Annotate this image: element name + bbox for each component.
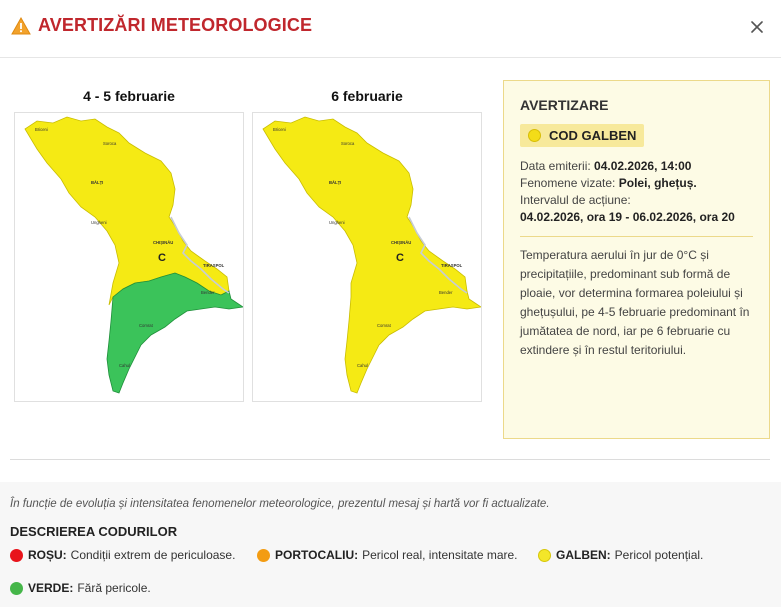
label-soroca: Soroca bbox=[103, 141, 117, 146]
close-icon[interactable] bbox=[748, 18, 766, 36]
modal-title: AVERTIZĂRI METEOROLOGICE bbox=[38, 15, 313, 35]
footer bbox=[0, 482, 781, 607]
legend-name: ROȘU: bbox=[28, 548, 67, 562]
legend-text: Pericol real, intensitate mare. bbox=[362, 548, 518, 562]
interval-value: 04.02.2026, ora 19 - 06.02.2026, ora 20 bbox=[520, 210, 735, 224]
legend-item-red bbox=[10, 548, 235, 562]
legend-name: VERDE: bbox=[28, 581, 74, 595]
alert-heading: AVERTIZARE bbox=[520, 97, 609, 113]
label-soroca: Soroca bbox=[341, 141, 355, 146]
label-balti: BĂLȚI bbox=[91, 180, 104, 185]
legend-name: GALBEN: bbox=[556, 548, 611, 562]
legend-name: PORTOCALIU: bbox=[275, 548, 359, 562]
alert-info bbox=[520, 158, 753, 226]
region-all-yellow bbox=[263, 117, 481, 393]
alert-description: Temperatura aerului în jur de 0°C și precipitațiile, predominant sub formă de ploaie, vor determina formarea poleiului și ghețușului, pe 4-5 februarie predominant în jumătatea de nord, iar pe 6 februarie cu extindere și în restul teritoriului. bbox=[520, 248, 750, 357]
phenomena-value: Polei, ghețuș. bbox=[618, 176, 697, 190]
label-comrat: Comrat bbox=[139, 323, 153, 328]
map-title: 6 februarie bbox=[331, 88, 403, 104]
label-bender: Bender bbox=[439, 290, 453, 295]
code-badge bbox=[520, 124, 644, 147]
legend-item-yellow bbox=[538, 548, 703, 562]
moldova-map bbox=[15, 113, 243, 401]
section-divider bbox=[10, 459, 770, 460]
label-chisinau: CHIȘINĂU bbox=[391, 240, 412, 245]
warning-icon bbox=[11, 17, 31, 35]
yellow-dot-icon bbox=[538, 549, 551, 562]
label-ungheni: Ungheni bbox=[329, 220, 345, 225]
modal-header bbox=[0, 0, 781, 58]
green-dot-icon bbox=[10, 582, 23, 595]
yellow-dot-icon bbox=[528, 129, 541, 142]
issued-label: Data emiterii: bbox=[520, 159, 591, 173]
label-briceni: Briceni bbox=[273, 127, 286, 132]
interval-label: Intervalul de acțiune: bbox=[520, 193, 631, 207]
alert-card bbox=[503, 80, 770, 439]
update-note: În funcție de evoluția și intensitatea fenomenelor meteorologice, prezentul mesaj și hartă vor fi actualizate. bbox=[10, 498, 550, 510]
orange-dot-icon bbox=[257, 549, 270, 562]
label-comrat: Comrat bbox=[377, 323, 391, 328]
label-cahul: Cahul bbox=[119, 363, 130, 368]
red-dot-icon bbox=[10, 549, 23, 562]
label-chisinau: CHIȘINĂU bbox=[153, 240, 174, 245]
label-tiraspol: TIRASPOL bbox=[441, 263, 463, 268]
issued-value: 04.02.2026, 14:00 bbox=[594, 159, 692, 173]
legend-item-green bbox=[10, 581, 151, 595]
label-cahul: Cahul bbox=[357, 363, 368, 368]
card-divider bbox=[520, 236, 753, 237]
label-briceni: Briceni bbox=[35, 127, 48, 132]
map-title: 4 - 5 februarie bbox=[83, 88, 175, 104]
legend-text: Pericol potențial. bbox=[614, 548, 704, 562]
label-tiraspol: TIRASPOL bbox=[203, 263, 225, 268]
moldova-map bbox=[253, 113, 481, 401]
phenomena-label: Fenomene vizate: bbox=[520, 176, 616, 190]
legend-item-orange bbox=[257, 548, 518, 562]
label-ungheni: Ungheni bbox=[91, 220, 107, 225]
svg-text:C: C bbox=[158, 252, 166, 264]
code-label: COD GALBEN bbox=[549, 128, 637, 143]
map-frame bbox=[14, 112, 244, 402]
region-north-yellow bbox=[25, 117, 229, 305]
codes-title: DESCRIEREA CODURILOR bbox=[10, 524, 178, 539]
label-balti: BĂLȚI bbox=[329, 180, 342, 185]
legend-text: Condiții extrem de periculoase. bbox=[70, 548, 236, 562]
svg-text:C: C bbox=[396, 252, 404, 264]
map-frame bbox=[252, 112, 482, 402]
legend-text: Fără pericole. bbox=[77, 581, 151, 595]
label-bender: Bender bbox=[201, 290, 215, 295]
